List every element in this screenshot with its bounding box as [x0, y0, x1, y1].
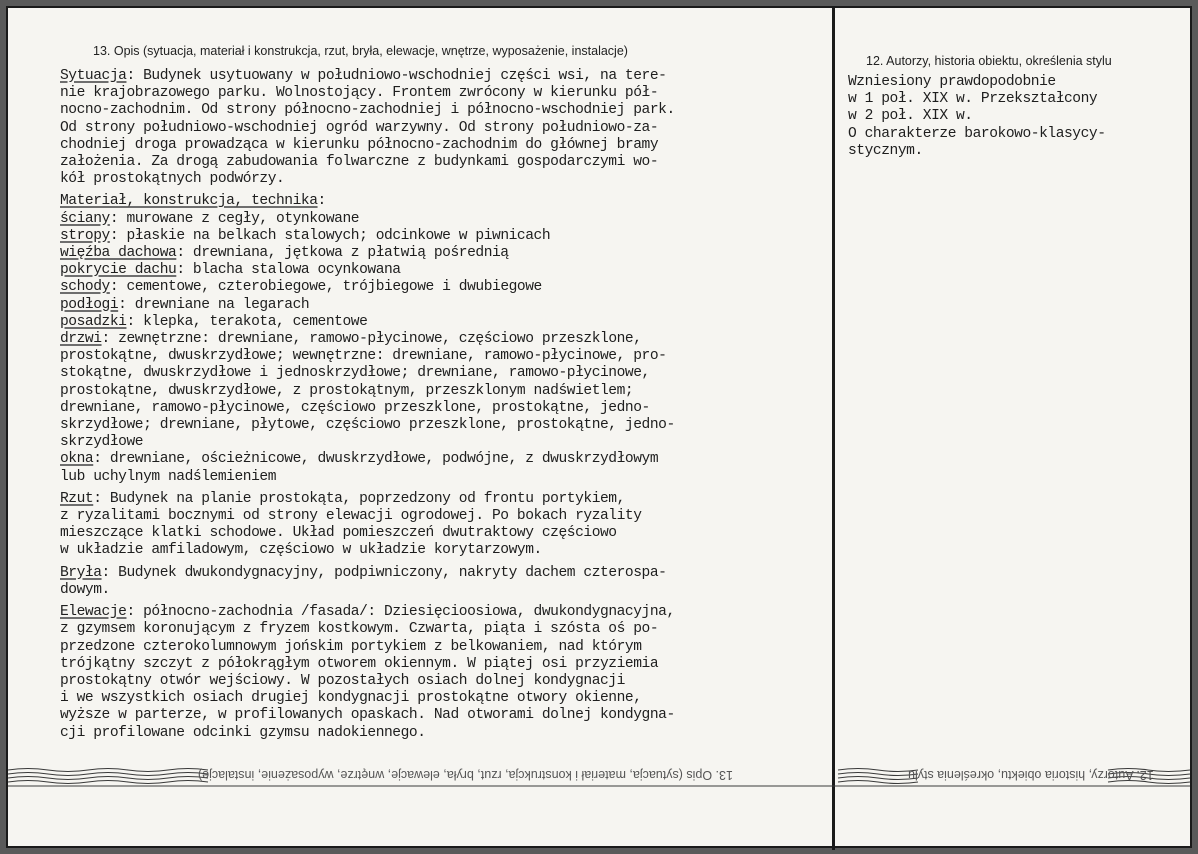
section-12-heading: 12. Autorzy, historia obiektu, określenia stylu	[866, 54, 1112, 68]
paragraph-elewacje: Elewacje: północno-zachodnia /fasada/: Dziesięcioosiowa, dwukondygnacyjna, z gzymsem koronującym z fryzem kostkowym. Czwarta, piąta i szósta oś po- przedzone czterokolumnowym jońskim portykiem z belkowaniem, nad którym trójkątny szczyt z półokrągłym otworem okiennym. W piątej osi przyziemia prostokątny otwór wejściowy. W pozostałych osiach dolnej kondygnacji i we wszystkich osiach drugiej kondygnacji prostokątne otwory okienne, wyższe w parterze, w profilowanych opaskach. Nad otworami dolnej kondygna- cji profilowane odcinki gzymsu nadokiennego.	[60, 604, 675, 741]
paragraph-material: Materiał, konstrukcja, technika: ściany: murowane z cegły, otynkowane stropy: płaskie na belkach stalowych; odcinkowe w piwnicach więźba dachowa: drewniana, jętkowa z płatwią pośrednią pokrycie dachu: blacha stalowa ocynkowana schody: cementowe, czterobiegowe, trójbiegowe i dwubiegowe podłogi: drewniane na legarach posadzki: klepka, terakota, cementowe drzwi: zewnętrzne: drewniane, ramowo-płycinowe, częściowo przeszklone, prostokątne, dwuskrzydłowe; wewnętrzne: drewniane, ramowo-płycinowe, pro- stokątne, dwuskrzydłowe i jednoskrzydłowe; drewniane, ramowo-płycinowe, prostokątne, dwuskrzydłowe, z prostokątnym, przeszklonym nadświetlem; drewniane, ramowo-płycinowe, częściowo przeszklone, prostokątne, jedno- skrzydłowe; drewniane, płytowe, częściowo przeszklone, prostokątne, jedno- skrzydłowe okna: drewniane, ościeżnicowe, dwuskrzydłowe, podwójne, z dwuskrzydłowym lub uchylnym nadślemieniem	[60, 193, 675, 485]
footer-mirrored-heading-13: 13. Opis (sytuacja, materiał i konstrukcja, rzut, bryła, elewacje, wnętrze, wyposażenie, instalacje)	[198, 768, 733, 782]
paragraph-bryla: Bryła: Budynek dwukondygnacyjny, podpiwniczony, nakryty dachem czterospa- dowym.	[60, 564, 667, 598]
paragraph-sytuacja: Sytuacja: Budynek usytuowany w południowo-wschodniej części wsi, na tere- nie krajobrazowego parku. Wolnostojący. Frontem zwrócony w kierunku pół- nocno-zachodnim. Od strony północno-zachodniej i północno-wschodniej park. Od strony południowo-wschodniej ogród warzywny. Od strony południowo-za- chodniej droga prowadząca w kierunku północno-zachodnim do głównej bramy założenia. Za drogą zabudowania folwarczne z budynkami gospodarczymi wo- kół prostokątnych podwórzy.	[60, 68, 675, 188]
card-footer-edge	[8, 762, 1190, 792]
section-13-description	[60, 44, 826, 742]
label-wiezba: więźba dachowa	[60, 245, 177, 262]
label-pokrycie: pokrycie dachu	[60, 262, 177, 279]
section-13-heading: 13. Opis (sytuacja, materiał i konstrukcja, rzut, bryła, elewacje, wnętrze, wyposażenie, instalacje)	[93, 44, 628, 58]
column-divider	[832, 8, 835, 850]
paragraph-rzut: Rzut: Budynek na planie prostokąta, poprzedzony od frontu portykiem, z ryzalitami bocznymi od strony elewacji ogrodowej. Po bokach ryzality mieszczące klatki schodowe. Układ pomieszczeń dwutraktowy częściowo w układzie amfiladowym, częściowo w układzie korytarzowym.	[60, 490, 642, 559]
history-text: Wzniesiony prawdopodobnie w 1 poł. XIX w. Przekształcony w 2 poł. XIX w. O charakterze barokowo-klasycy- stycznym.	[848, 74, 1106, 159]
label-bryla: Bryła	[60, 564, 102, 581]
label-podlogi: podłogi	[60, 296, 119, 313]
label-rzut: Rzut	[60, 490, 94, 507]
footer-mirrored-heading-12: 12. Autorzy, historia obiektu, określenia stylu	[908, 768, 1154, 782]
label-drzwi: drzwi	[60, 331, 102, 348]
label-schody: schody	[60, 279, 110, 296]
label-posadzki: posadzki	[60, 313, 127, 330]
label-stropy: stropy	[60, 227, 110, 244]
label-material: Materiał, konstrukcja, technika	[60, 193, 318, 210]
catalog-card	[6, 6, 1192, 848]
section-12-authors-history	[848, 54, 1178, 160]
label-sciany: ściany	[60, 210, 110, 227]
label-okna: okna	[60, 451, 94, 468]
label-sytuacja: Sytuacja	[60, 68, 127, 84]
label-elewacje: Elewacje	[60, 604, 127, 621]
